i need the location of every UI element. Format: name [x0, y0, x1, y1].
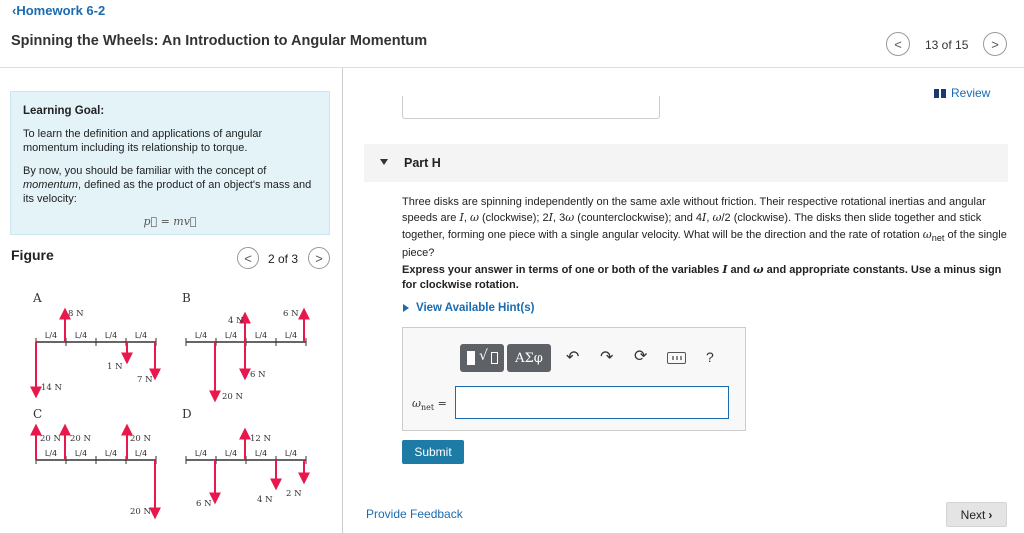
segment-label: L/4 [284, 331, 298, 340]
segment-label: L/4 [224, 331, 238, 340]
segment-label: L/4 [194, 449, 208, 458]
figure-position: 2 of 3 [268, 252, 299, 266]
caret-right-icon[interactable] [403, 304, 409, 312]
force-label: 4 N [257, 495, 273, 505]
answer-label: $\omega_{net}$ = [412, 397, 447, 413]
segment-label: L/4 [194, 331, 208, 340]
submit-button[interactable]: Submit [402, 440, 464, 464]
segment-label: L/4 [104, 449, 118, 458]
force-label: 20 N [40, 434, 61, 444]
force-label: 14 N [41, 383, 62, 393]
back-link[interactable] [12, 3, 105, 18]
chevron-left-icon: < [244, 250, 252, 266]
segment-label: L/4 [104, 331, 118, 340]
momentum-formula: p⃗ = mv⃗ [143, 215, 197, 228]
segment-label: L/4 [74, 331, 88, 340]
next-button[interactable] [946, 502, 1007, 527]
force-label: 20 N [70, 434, 91, 444]
segment-label: L/4 [224, 449, 238, 458]
provide-feedback-link[interactable]: Provide Feedback [366, 507, 463, 521]
force-label: 1 N [107, 362, 123, 372]
chevron-left-icon: < [894, 36, 902, 52]
panel-letter-c: C [33, 407, 43, 421]
review-link[interactable] [934, 86, 990, 100]
force-label: 20 N [130, 507, 151, 517]
undo-icon[interactable]: ↶ [566, 347, 580, 366]
segment-label: L/4 [134, 331, 148, 340]
panel-letter-d: D [182, 407, 192, 421]
chevron-right-icon: › [988, 507, 993, 522]
panel-letter-a: A [33, 291, 42, 305]
figure-previous-button[interactable] [237, 247, 259, 269]
force-label: 6 N [250, 370, 266, 380]
part-label: Part H [404, 156, 441, 170]
figure-label: Figure [11, 247, 54, 263]
segment-label: L/4 [254, 331, 268, 340]
learning-goal-text: To learn the definition and applications of angular momentum including its relationship to torque. [23, 128, 263, 154]
chevron-left-icon: ‹ [12, 3, 17, 18]
back-label: Homework 6-2 [16, 3, 106, 18]
next-label: Next [960, 507, 986, 522]
learning-goal-panel [10, 91, 330, 235]
view-hints-link[interactable]: View Available Hint(s) [416, 302, 535, 314]
answer-input[interactable] [455, 386, 729, 419]
fraction-icon [467, 351, 475, 365]
force-label: 12 N [250, 434, 271, 444]
radicand-icon [491, 352, 498, 364]
previous-item-button[interactable] [886, 32, 910, 56]
segment-label: L/4 [44, 331, 58, 340]
segment-label: L/4 [74, 449, 88, 458]
panel-letter-b: B [182, 291, 191, 305]
force-label: 6 N [196, 499, 212, 509]
force-label: 20 N [222, 392, 243, 402]
force-label: 20 N [130, 434, 151, 444]
keyboard-icon[interactable] [667, 352, 686, 364]
force-label: 2 N [286, 489, 302, 499]
segment-label: L/4 [254, 449, 268, 458]
greek-symbols-button[interactable]: ΑΣφ [507, 344, 551, 372]
figure-next-button[interactable] [308, 247, 330, 269]
answer-instructions: Express your answer in terms of one or both of the variables I and ω and appropriate constants. Use a minus sign for clockwise rotation. [402, 263, 1002, 291]
segment-label: L/4 [134, 449, 148, 458]
sqrt-icon: √ [479, 348, 488, 364]
review-label: Review [951, 86, 991, 100]
next-item-button[interactable] [983, 32, 1007, 56]
page-title: Spinning the Wheels: An Introduction to Angular Momentum [11, 33, 428, 49]
chevron-right-icon: > [991, 36, 999, 52]
segment-label: L/4 [284, 449, 298, 458]
force-label: 8 N [68, 309, 84, 319]
book-icon [934, 89, 946, 98]
caret-down-icon[interactable] [380, 159, 388, 165]
question-text: Three disks are spinning independently on the same axle without friction. Their respective rotational inertias and angular speeds are I, ω (clockwise); 2I, 3ω (counterclockwise); and 4I, ω/2 (clockwise). The disks then slide together and stick together, forming one piece with a single angular velocity. What will be the direction and the rate of rotation $\omega_{net}$ of the single piece? [402, 196, 1007, 260]
force-diagram-figure [0, 280, 340, 533]
templates-button[interactable] [460, 344, 504, 372]
learning-goal-heading: Learning Goal: [23, 105, 105, 117]
segment-label: L/4 [44, 449, 58, 458]
chevron-right-icon: > [315, 250, 323, 266]
pane-divider [342, 68, 343, 533]
help-icon[interactable]: ? [706, 349, 714, 365]
redo-icon[interactable]: ↷ [600, 347, 614, 366]
force-label: 6 N [283, 309, 299, 319]
force-label: 7 N [137, 375, 153, 385]
previous-part-answer-box [402, 96, 660, 119]
item-position: 13 of 15 [925, 38, 969, 52]
reset-icon[interactable]: ⟳ [634, 346, 648, 365]
part-header[interactable] [364, 144, 1008, 182]
header-divider [0, 67, 1024, 68]
force-label: 4 N [228, 316, 244, 326]
learning-goal-momentum-text: By now, you should be familiar with the concept of momentum, defined as the product of an object's mass and its velocity: [23, 165, 312, 205]
